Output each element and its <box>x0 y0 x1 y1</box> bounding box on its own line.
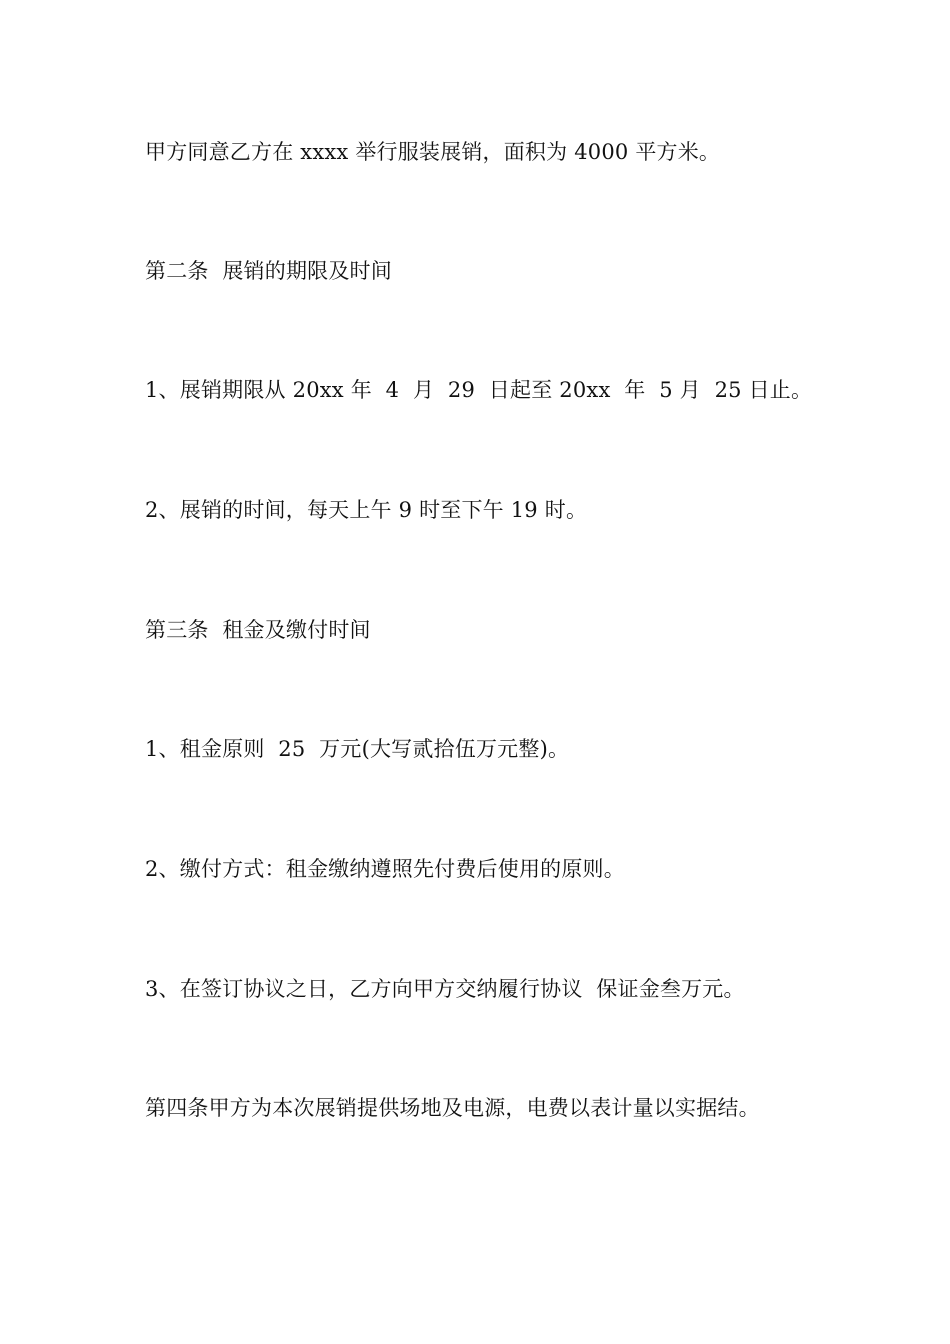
paragraph-payment-method: 2、缴付方式：租金缴纳遵照先付费后使用的原则。 <box>145 857 625 881</box>
heading-article-2: 第二条 展销的期限及时间 <box>145 259 392 283</box>
heading-article-3: 第三条 租金及缴付时间 <box>145 618 371 642</box>
paragraph-rent-amount: 1、租金原则 25 万元(大写贰拾伍万元整)。 <box>145 737 570 761</box>
paragraph-period: 1、展销期限从 20xx 年 4 月 29 日起至 20xx 年 5 月 25 日止。 <box>145 378 813 402</box>
paragraph-daily-hours: 2、展销的时间，每天上午 9 时至下午 19 时。 <box>145 498 588 522</box>
paragraph-article-4: 第四条甲方为本次展销提供场地及电源，电费以表计量以实据结。 <box>145 1096 760 1120</box>
paragraph-deposit: 3、在签订协议之日，乙方向甲方交纳履行协议 保证金叁万元。 <box>145 977 745 1001</box>
paragraph-area-agreement: 甲方同意乙方在 xxxx 举行服装展销，面积为 4000 平方米。 <box>145 140 721 164</box>
